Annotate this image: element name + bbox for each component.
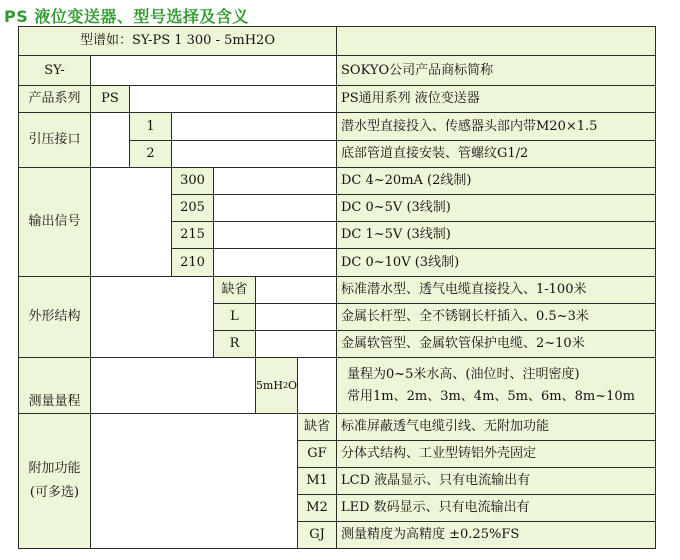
range-code-main: 5mH [255, 378, 283, 392]
series-label: 产品系列 [18, 85, 91, 113]
extra-label-line1: 附加功能 [28, 461, 81, 476]
extra-blank-left [90, 413, 298, 549]
sy-code-cell: SY- [18, 55, 91, 86]
range-label: 测量量程 [18, 357, 91, 414]
range-desc [336, 357, 656, 414]
range-code-sub: 2 [282, 380, 289, 390]
model-example-blank [336, 26, 656, 56]
port-desc-1: 潜水型直接投入、传感器头部内带M20×1.5 [336, 112, 656, 141]
extra-desc-M2: LED 数码显示、只有电流输出有 [336, 494, 656, 522]
shape-blank-R [255, 330, 337, 358]
shape-desc-R: 金属软管型、金属软管保护电缆、2~10米 [336, 330, 656, 358]
shape-blank-default [255, 276, 337, 304]
shape-blank-left [90, 276, 214, 358]
shape-label: 外形结构 [18, 276, 91, 358]
shape-code-default: 缺省 [213, 276, 256, 304]
shape-blank-L [255, 303, 337, 331]
extra-label-line2: (可多选) [29, 485, 80, 500]
extra-desc-GF: 分体式结构、工业型铸铝外壳固定 [336, 440, 656, 468]
output-code-205: 205 [171, 194, 214, 222]
extra-desc-GJ: 测量精度为高精度 ±0.25%FS [336, 521, 656, 549]
range-code [255, 357, 298, 414]
port-blank-left [90, 112, 130, 168]
output-label: 输出信号 [18, 167, 91, 277]
shape-code-R: R [213, 330, 256, 358]
output-desc-300: DC 4~20mA (2线制) [336, 167, 656, 195]
port-blank-2 [171, 140, 337, 168]
series-desc: PS通用系列 液位变送器 [336, 85, 656, 113]
shape-code-L: L [213, 303, 256, 331]
series-blank [129, 85, 337, 113]
extra-code-GF: GF [297, 440, 337, 468]
series-code: PS [90, 85, 130, 113]
shape-desc-L: 金属长杆型、全不锈钢长杆插入、0.5~3米 [336, 303, 656, 331]
sy-blank [90, 55, 337, 86]
output-code-210: 210 [171, 248, 214, 277]
output-code-300: 300 [171, 167, 214, 195]
output-desc-215: DC 1~5V (3线制) [336, 221, 656, 249]
page-title: PS 液位变送器、型号选择及含义 [4, 7, 249, 26]
extra-code-M2: M2 [297, 494, 337, 522]
extra-desc-default: 标准屏蔽透气电缆引线、无附加功能 [336, 413, 656, 441]
extra-code-default: 缺省 [297, 413, 337, 441]
range-blank-left [90, 357, 256, 414]
output-desc-210: DC 0~10V (3线制) [336, 248, 656, 277]
extra-code-GJ: GJ [297, 521, 337, 549]
output-code-215: 215 [171, 221, 214, 249]
extra-code-M1: M1 [297, 467, 337, 495]
output-blank-210 [213, 248, 337, 277]
range-code-end: O [288, 378, 298, 392]
output-blank-205 [213, 194, 337, 222]
output-desc-205: DC 0~5V (3线制) [336, 194, 656, 222]
sy-desc: SOKYO公司产品商标简称 [336, 55, 656, 86]
output-blank-215 [213, 221, 337, 249]
port-code-2: 2 [129, 140, 172, 168]
shape-desc-default: 标准潜水型、透气电缆直接投入、1-100米 [336, 276, 656, 304]
extra-desc-M1: LCD 液晶显示、只有电流输出有 [336, 467, 656, 495]
range-blank-right [297, 357, 337, 414]
port-blank-1 [171, 112, 337, 141]
model-example-cell: 型谱如：SY-PS 1 300 - 5mH2O [18, 26, 337, 56]
range-desc-line1: 量程为0~5米水高、(油位时、注明密度) [347, 366, 580, 382]
output-blank-300 [213, 167, 337, 195]
port-label: 引压接口 [18, 112, 91, 168]
range-desc-line2: 常用1m、2m、3m、4m、5m、6m、8m~10m [347, 388, 635, 404]
port-desc-2: 底部管道直接安装、管螺纹G1/2 [336, 140, 656, 168]
output-blank-left [90, 167, 172, 277]
extra-label [18, 413, 91, 549]
port-code-1: 1 [129, 112, 172, 141]
